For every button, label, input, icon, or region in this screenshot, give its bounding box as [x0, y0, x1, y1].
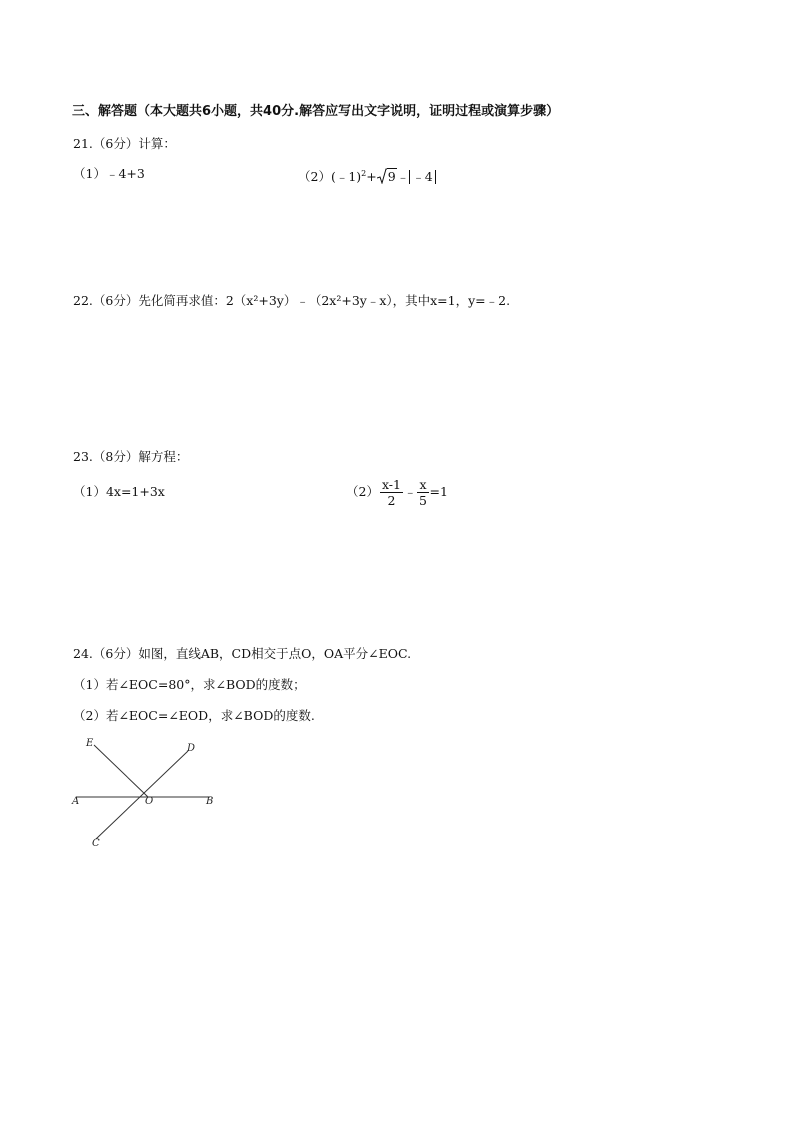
q23-fraction-1	[380, 477, 403, 508]
q23-minus: ﹣	[403, 484, 417, 499]
q23-fraction-2	[417, 477, 428, 508]
q23-rhs: =1	[429, 484, 448, 499]
ray-oe	[94, 745, 148, 797]
label-a: A	[72, 796, 80, 807]
label-e: E	[86, 738, 94, 749]
q24-part2: （2）若∠EOC=∠EOD，求∠BOD的度数.	[73, 708, 315, 723]
label-c: C	[92, 838, 100, 849]
q23-part1: （1）4x=1+3x	[73, 484, 165, 499]
q21-part2-exponent: 2	[361, 169, 367, 178]
sqrt-symbol	[377, 168, 397, 185]
q21-part2-plus: +	[366, 169, 377, 185]
q21-part2-abs: ﹣4	[409, 170, 435, 184]
label-d: D	[187, 743, 196, 754]
q24-header: 24.（6分）如图，直线AB，CD相交于点O，OA平分∠EOC.	[73, 646, 412, 661]
label-b: B	[206, 796, 214, 807]
q24-part1: （1）若∠EOC=80°，求∠BOD的度数；	[73, 677, 306, 692]
q21-part2-radicand: 9	[387, 169, 396, 185]
q21-part2	[298, 166, 436, 185]
q23-frac1-denominator: 2	[387, 493, 396, 508]
q23-frac1-numerator: x-1	[381, 477, 401, 492]
q23-frac2-denominator: 5	[419, 493, 427, 508]
section-title: 三、解答题（本大题共6小题，共40分.解答应写出文字说明，证明过程或演算步骤）	[72, 104, 560, 119]
q21-part1: （1）﹣4+3	[73, 166, 145, 181]
q21-header: 21.（6分）计算：	[73, 136, 176, 151]
q21-part2-minus: ﹣	[396, 169, 410, 185]
q21-part2-prefix: （2）(﹣1)	[298, 169, 362, 185]
q23-frac2-numerator: x	[419, 477, 427, 492]
q23-part2	[346, 475, 448, 509]
line-cd	[96, 751, 188, 839]
label-o: O	[145, 796, 154, 807]
q23-part2-prefix: （2）	[346, 484, 379, 499]
q22-text: 22.（6分）先化简再求值：2（x²+3y）﹣（2x²+3y﹣x），其中x=1，y=﹣2.	[73, 293, 511, 308]
geometry-figure	[68, 733, 218, 853]
q23-header: 23.（8分）解方程：	[73, 449, 189, 464]
